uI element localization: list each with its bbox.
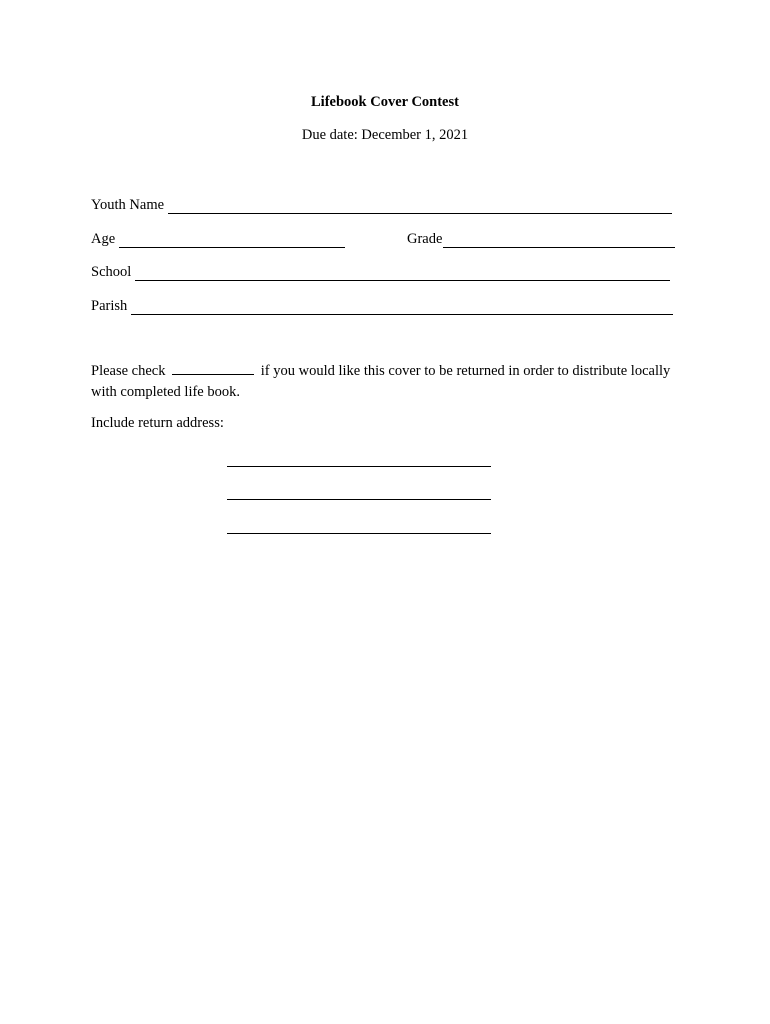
age-row [91,228,345,248]
grade-field[interactable] [443,233,675,248]
return-address-line-2[interactable] [227,499,491,500]
return-request-paragraph [91,361,671,403]
include-return-address-label: Include return address: [91,415,224,431]
school-field[interactable] [135,266,670,281]
due-date: Due date: December 1, 2021 [301,127,469,143]
youth-name-field[interactable] [168,199,672,214]
parish-field[interactable] [131,300,673,315]
return-check-field[interactable] [172,361,254,375]
grade-row [407,228,675,248]
parish-label: Parish [91,298,128,314]
youth-name-row [91,194,672,214]
age-field[interactable] [119,233,345,248]
age-label: Age [91,231,116,247]
school-row [91,261,670,281]
parish-row [91,295,673,315]
please-check-prefix: Please check [91,363,166,379]
grade-label: Grade [407,231,443,247]
return-address-line-1[interactable] [227,466,491,467]
return-address-line-3[interactable] [227,533,491,534]
document-title: Lifebook Cover Contest [311,94,459,110]
please-check-suffix: if you would like this cover to be returned in order to distribute locally with completed life book. [91,363,671,400]
youth-name-label: Youth Name [91,197,165,213]
school-label: School [91,264,132,280]
